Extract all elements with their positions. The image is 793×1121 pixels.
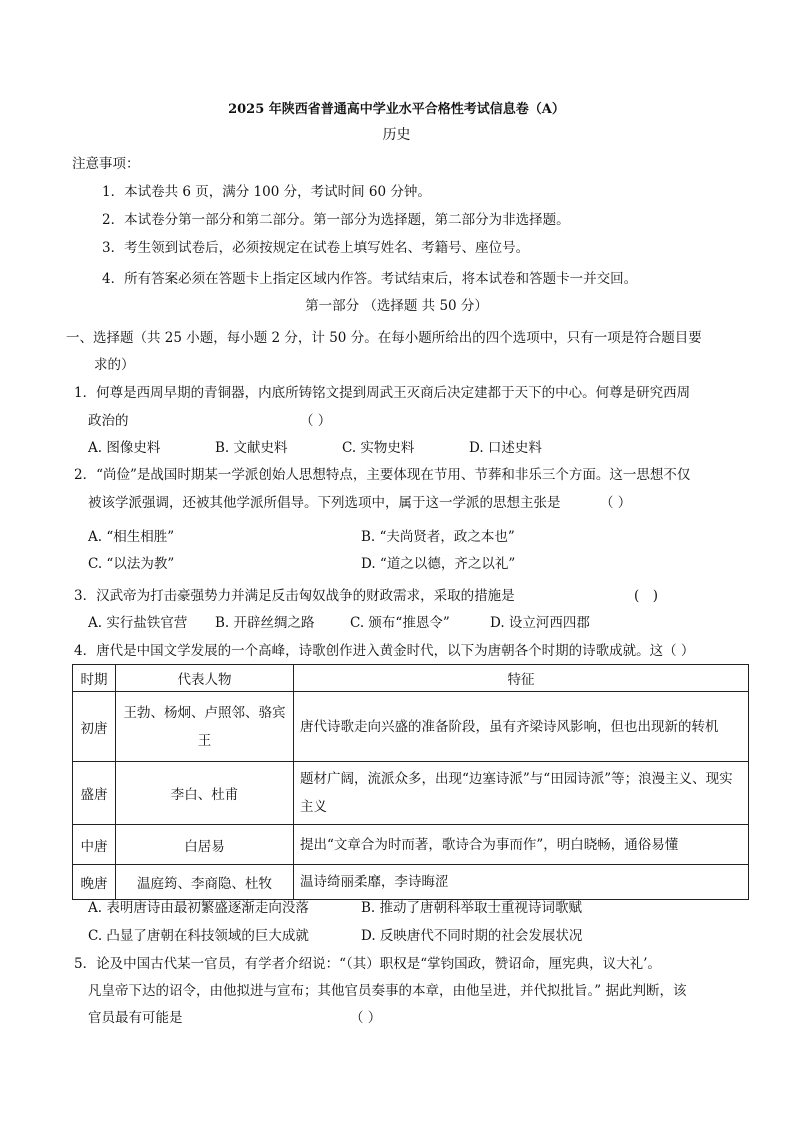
tang-poetry-table xyxy=(72,664,749,900)
q1-option-a[interactable]: A. 图像史料 xyxy=(88,440,161,456)
notice-item: 3．考生领到试卷后，必须按规定在试卷上填写姓名、考籍号、座位号。 xyxy=(102,240,530,256)
q3-option-c[interactable]: C. 颁布“推恩令” xyxy=(350,615,450,631)
q3-stem: 3．汉武帝为打击豪强势力并满足反击匈奴战争的财政需求，采取的措施是 xyxy=(74,588,515,604)
q5-stem-cont: 凡皇帝下达的诏令，由他拟进与宣布；其他官员奏事的本章，由他呈进，并代拟批旨。” 据此判断，该 xyxy=(88,983,687,999)
table-cell-people: 白居易 xyxy=(116,825,294,865)
table-cell-period: 中唐 xyxy=(73,825,116,865)
q1-stem: 1．何尊是西周早期的青铜器，内底所铸铭文提到周武王灭商后决定建都于天下的中心。何尊是研究西周 xyxy=(74,385,691,401)
q1-answer-bracket: （ ） xyxy=(300,413,332,429)
table-cell-people: 温庭筠、李商隐、杜牧 xyxy=(116,865,294,900)
q1-option-c[interactable]: C. 实物史料 xyxy=(342,440,415,456)
table-cell-people: 王勃、杨炯、卢照邻、骆宾王 xyxy=(116,692,294,762)
q2-answer-bracket: （ ） xyxy=(600,495,632,511)
q2-stem-cont: 被该学派强调，还被其他学派所倡导。下列选项中，属于这一学派的思想主张是 xyxy=(88,495,561,511)
notice-heading: 注意事项： xyxy=(72,156,140,172)
table-row xyxy=(73,762,749,825)
table-cell-period: 盛唐 xyxy=(73,762,116,825)
table-header: 代表人物 xyxy=(116,665,294,692)
notice-item: 1．本试卷共 6 页，满分 100 分，考试时间 60 分钟。 xyxy=(102,184,431,200)
q2-option-c[interactable]: C. “以法为教” xyxy=(88,556,175,572)
exam-subject: 历史 xyxy=(382,127,411,143)
q1-option-b[interactable]: B. 文献史料 xyxy=(215,440,288,456)
exam-title: 2025 年陕西省普通高中学业水平合格性考试信息卷（A） xyxy=(228,102,565,117)
section-instructions-cont: 求的） xyxy=(94,357,135,373)
notice-item: 2．本试卷分第一部分和第二部分。第一部分为选择题，第二部分为非选择题。 xyxy=(102,212,570,228)
table-cell-feature: 提出“文章合为时而著，歌诗合为事而作”，明白晓畅，通俗易懂 xyxy=(294,825,749,865)
table-row xyxy=(73,825,749,865)
q5-stem: 5．论及中国古代某一官员，有学者介绍说：“（其）职权是“掌钧国政，赞诏命，厘宪典，议大礼’。 xyxy=(74,956,661,972)
table-row xyxy=(73,692,749,762)
q2-option-a[interactable]: A. “相生相胜” xyxy=(88,529,175,545)
part1-title: 第一部分 （选择题 共 50 分） xyxy=(305,298,488,314)
table-header: 时期 xyxy=(73,665,116,692)
notice-item: 4．所有答案必须在答题卡上指定区域内作答。考试结束后，将本试卷和答题卡一并交回。 xyxy=(102,271,638,287)
q5-stem-cont: 官员最有可能是 xyxy=(88,1010,183,1026)
q4-option-d[interactable]: D. 反映唐代不同时期的社会发展状况 xyxy=(361,928,583,944)
q2-stem: 2．“尚俭”是战国时期某一学派创始人思想特点，主要体现在节用、节葬和非乐三个方面。这一思想不仅 xyxy=(74,467,691,483)
table-cell-feature: 温诗绮丽柔靡，李诗晦涩 xyxy=(294,865,749,900)
q3-answer-bracket: ( ) xyxy=(634,588,659,604)
section-instructions: 一、选择题（共 25 小题，每小题 2 分，计 50 分。在每小题所给出的四个选项中，只有一项是符合题目要 xyxy=(66,330,702,346)
table-cell-people: 李白、杜甫 xyxy=(116,762,294,825)
q1-stem-cont: 政治的 xyxy=(88,413,129,429)
table-row xyxy=(73,865,749,900)
q4-stem: 4．唐代是中国文学发展的一个高峰，诗歌创作进入黄金时代，以下为唐朝各个时期的诗歌成就。这（ ） xyxy=(74,643,695,659)
table-cell-feature: 唐代诗歌走向兴盛的准备阶段，虽有齐梁诗风影响，但也出现新的转机 xyxy=(294,692,749,762)
table-header-row xyxy=(73,665,749,692)
q3-option-d[interactable]: D. 设立河西四郡 xyxy=(490,615,590,631)
q2-option-d[interactable]: D. “道之以德，齐之以礼” xyxy=(361,556,516,572)
q3-option-a[interactable]: A. 实行盐铁官营 xyxy=(88,615,188,631)
q4-option-b[interactable]: B. 推动了唐朝科举取士重视诗词歌赋 xyxy=(361,900,583,916)
table-header: 特征 xyxy=(294,665,749,692)
q3-option-b[interactable]: B. 开辟丝绸之路 xyxy=(215,615,315,631)
q4-option-a[interactable]: A. 表明唐诗由最初繁盛逐渐走向没落 xyxy=(88,900,309,916)
table-cell-period: 晚唐 xyxy=(73,865,116,900)
q1-option-d[interactable]: D. 口述史料 xyxy=(469,440,542,456)
table-cell-feature: 题材广阔，流派众多，出现“边塞诗派”与“田园诗派”等；浪漫主义、现实主义 xyxy=(294,762,749,825)
table-cell-period: 初唐 xyxy=(73,692,116,762)
q4-option-c[interactable]: C. 凸显了唐朝在科技领域的巨大成就 xyxy=(88,928,309,944)
q2-option-b[interactable]: B. “夫尚贤者，政之本也” xyxy=(361,529,515,545)
q5-answer-bracket: （ ） xyxy=(350,1010,382,1026)
